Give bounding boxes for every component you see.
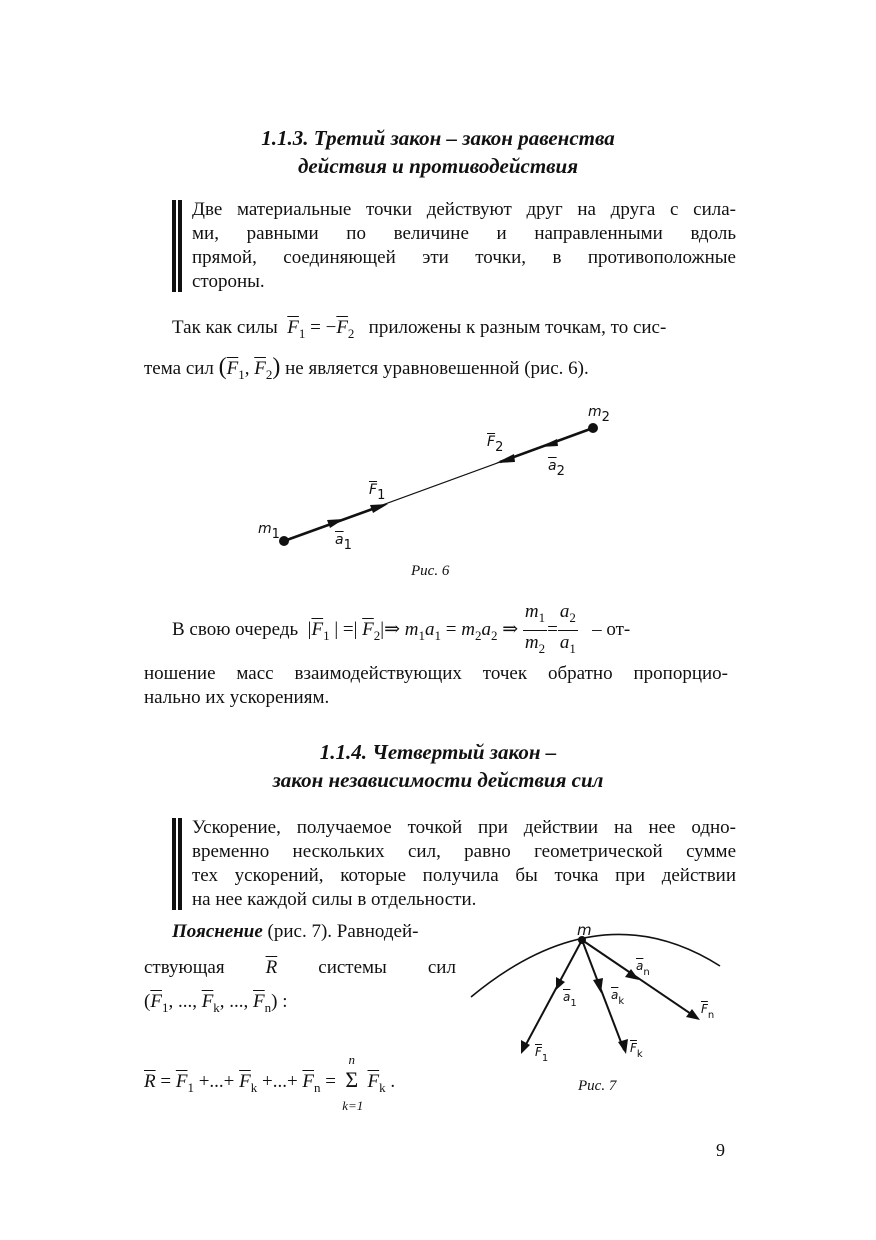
label-F1: $\overline{F}1$ [369, 482, 386, 503]
label-ak: $\overline{a}_k$ [611, 988, 625, 1007]
resultant-symbol: $\overline{R}$ [265, 957, 278, 978]
text: системы [318, 957, 387, 978]
formula-force-system: ($\overline{F}_1$, $\overline{F}_2$) [218, 354, 281, 382]
law-line: на нее каждой силы в отдельности. [192, 889, 477, 910]
label-F1: $\overline{F}_1$ [535, 1045, 549, 1064]
section-title-line: 1.1.4. Четвертый закон – [319, 740, 557, 764]
label-F2: $\overline{F}2$ [487, 434, 504, 455]
text: Так как силы [172, 317, 278, 338]
text: (рис. 7). Равнодей- [267, 921, 419, 942]
law-line: прямой, соединяющей эти точки, в противоположные [192, 247, 736, 268]
law-line: Две материальные точки действуют друг на друга с сила- [192, 199, 736, 220]
text-line: ношение масс взаимодействующих точек обратно пропорцио- [144, 663, 728, 684]
label-a2: $\overline{a}2$ [548, 458, 565, 479]
label-a1: $\overline{a}_1$ [563, 990, 577, 1009]
label-an: $\overline{a}_n$ [636, 959, 650, 978]
text-line: нально их ускорениям. [144, 687, 330, 708]
law-line: стороны. [192, 271, 265, 292]
law-line: Ускорение, получаемое точкой при действии на нее одно- [192, 817, 736, 838]
section-title-line: закон независимости действия сил [272, 768, 604, 792]
label-Fk: $\overline{F}_k$ [630, 1041, 643, 1060]
law-line: ми, равными по величине и направленными вдоль [192, 223, 736, 244]
text: В свою очередь [172, 618, 299, 640]
law-line: временно нескольких сил, равно геометрической сумме [192, 841, 736, 862]
text: – от- [592, 618, 631, 640]
formula-mass-ratio: $|\overline{F}_1$ | =| $\overline{F}_2|\Rightarrow$ $m_1a_1 = m_2a_2$ ⇒ $\frac{m_1}{m_2}$ = $\frac{a_2}{a_1}$ [308, 619, 583, 640]
formula-force-set: ($\overline{F}_1$, ..., $\overline{F}_k$, ..., $\overline{F}_n$) : [144, 991, 288, 1015]
figure-caption: Рис. 7 [578, 1078, 617, 1094]
figure-caption: Рис. 6 [411, 563, 450, 579]
label-m: m [577, 921, 592, 939]
label-m1: m1 [258, 521, 280, 542]
label-a1: $\overline{a}1$ [335, 532, 352, 553]
label-m2: m2 [588, 404, 610, 425]
section-title-line: 1.1.3. Третий закон – закон равенства [261, 126, 615, 150]
formula-forces-equal: $\overline{F}_1 = -\overline{F}_2$ [287, 317, 355, 341]
text: сил [427, 957, 456, 978]
fraction: $\frac{a_2}{a_1}$ [559, 601, 576, 656]
explanation-label: Пояснение [172, 921, 263, 942]
fraction: $\frac{m_1}{m_2}$ [524, 601, 546, 656]
text: не является уравновешенной (рис. 6). [285, 358, 589, 379]
text: тема сил [144, 358, 214, 379]
label-Fn: $\overline{F}_n$ [701, 1002, 715, 1021]
law-line: тех ускорений, которые получила бы точка при действии [192, 865, 736, 886]
formula-resultant-sum: $\overline{R} = \overline{F}_1$ +...+ $\overline{F}_k$ +...+ $\overline{F}_n$ = n Σ k=1 $\overline{F}_k$ . [144, 1052, 396, 1113]
page-number: 9 [716, 1140, 725, 1160]
text: приложены к разным точкам, то сис- [368, 317, 667, 338]
section-title-line: действия и противодействия [297, 154, 579, 178]
text: ствующая [144, 957, 225, 978]
